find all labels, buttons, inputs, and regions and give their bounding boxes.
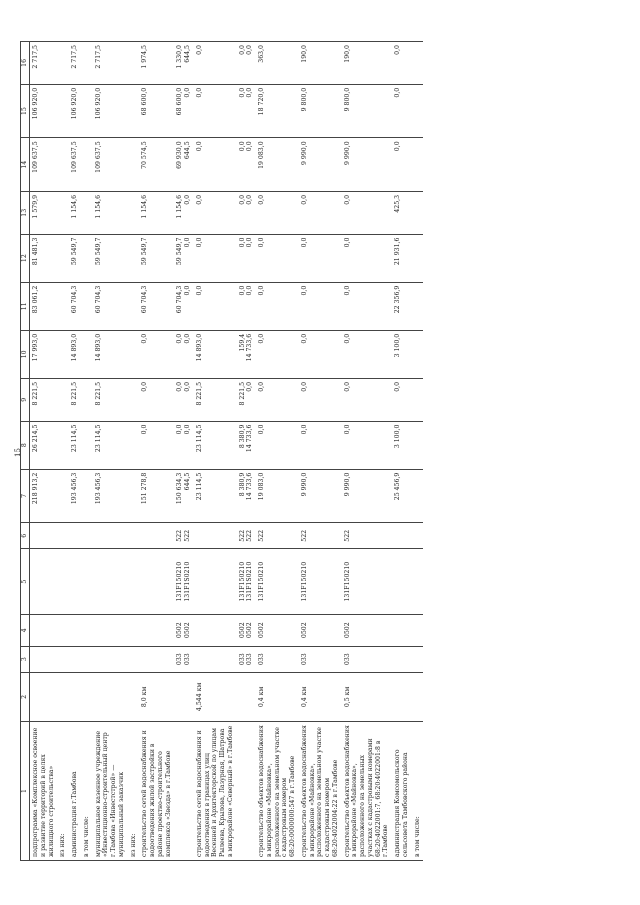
cell-c9: 0,0 0,0 (174, 378, 194, 421)
cell-c15: 68 600,0 (139, 84, 174, 138)
cell-c11: 0,0 0,0 (237, 282, 257, 330)
cell-c11: 0,0 (342, 282, 393, 330)
cell-c1: строительство объектов водоснабжения в микрорайоне «Майновка», расположенного на земельном участке с кадастровым номером 68:20:4022004:22 в г.Тамбове (299, 722, 342, 861)
cell-c10: 14 893,0 (93, 330, 128, 378)
cell-c3 (392, 646, 412, 672)
cell-c6: 522 (256, 523, 299, 549)
cell-c15: 9 800,0 (342, 84, 393, 138)
column-header-2: 2 (21, 672, 30, 721)
cell-c2 (174, 672, 194, 721)
cell-c2: 0,5 км (342, 672, 393, 721)
cell-c12: 21 931,6 (392, 234, 412, 282)
cell-c1: в том числе: (81, 722, 93, 861)
table-row (299, 42, 342, 861)
cell-c1: муниципальное казенное учреждение «Инвестиционно-строительный центр г.Тамбова «Инвестстрой» — муниципальный заказчик (93, 722, 128, 861)
cell-c15: 106 920,0 (30, 84, 58, 138)
cell-c11: 60 704,3 (69, 282, 81, 330)
column-header-10: 10 (21, 330, 30, 378)
cell-c3 (128, 646, 140, 672)
cell-c9: 8 221,5 0,0 (237, 378, 257, 421)
page-number: 15 (14, 448, 22, 457)
cell-c6: 522 (342, 523, 393, 549)
cell-c16 (128, 42, 140, 85)
cell-c10: 14 893,0 (194, 330, 237, 378)
cell-c14: 109 637,5 (93, 138, 128, 192)
cell-c7: 193 456,3 (69, 469, 81, 523)
cell-c5: 131F150210 (299, 549, 342, 614)
cell-c13: 0,0 (194, 191, 237, 234)
cell-c2 (81, 672, 93, 721)
cell-c6: 522 522 (174, 523, 194, 549)
cell-c15: 106 920,0 (69, 84, 81, 138)
cell-c10 (57, 330, 69, 378)
cell-c16: 1 330,0 644,5 (174, 42, 194, 85)
cell-c10: 0,0 (139, 330, 174, 378)
cell-c12: 59 549,7 (93, 234, 128, 282)
column-header-7: 7 (21, 469, 30, 523)
table-row (174, 42, 194, 861)
cell-c14: 0,0 0,0 (237, 138, 257, 192)
cell-c1: подпрограмма «Комплексное освоение и развитие территорий в целях жилищного строительства» (30, 722, 58, 861)
column-header-14: 14 (21, 138, 30, 192)
cell-c11 (81, 282, 93, 330)
cell-c4: 0502 0502 (237, 614, 257, 646)
cell-c7 (57, 469, 69, 523)
table-row (69, 42, 81, 861)
cell-c7: 25 456,9 (392, 469, 412, 523)
cell-c3 (30, 646, 58, 672)
cell-c2 (57, 672, 69, 721)
cell-c13: 0,0 0,0 (237, 191, 257, 234)
cell-c10 (412, 330, 424, 378)
cell-c13: 1 154,6 (139, 191, 174, 234)
cell-c8: 3 100,0 (392, 421, 412, 469)
cell-c16: 2 717,5 (69, 42, 81, 85)
cell-c1: администрация г.Тамбова (69, 722, 81, 861)
cell-c4 (30, 614, 58, 646)
cell-c2 (30, 672, 58, 721)
cell-c15: 9 800,0 (299, 84, 342, 138)
cell-c11: 60 704,3 0,0 (174, 282, 194, 330)
cell-c8 (412, 421, 424, 469)
cell-c15 (81, 84, 93, 138)
cell-c10: 0,0 0,0 (174, 330, 194, 378)
cell-c16: 2 717,5 (30, 42, 58, 85)
cell-c16: 190,0 (299, 42, 342, 85)
cell-c16 (81, 42, 93, 85)
cell-c4 (93, 614, 128, 646)
cell-c3 (69, 646, 81, 672)
cell-c10 (128, 330, 140, 378)
cell-c7: 193 456,3 (93, 469, 128, 523)
cell-c10: 0,0 (299, 330, 342, 378)
cell-c16: 190,0 (342, 42, 393, 85)
cell-c6 (139, 523, 174, 549)
cell-c2: 4,544 км (194, 672, 237, 721)
cell-c1: строительство объектов водоснабжения в микрорайоне «Майновка», расположенного на земельном участке с кадастровым номером 68:20:0000000:547 в г.Тамбове (256, 722, 299, 861)
cell-c16: 1 974,5 (139, 42, 174, 85)
cell-c13: 0,0 (342, 191, 393, 234)
cell-c13: 0,0 (256, 191, 299, 234)
cell-c10: 159,4 14 733,6 (237, 330, 257, 378)
cell-c16: 2 717,5 (93, 42, 128, 85)
cell-c9: 8 221,5 (194, 378, 237, 421)
cell-c12: 0,0 0,0 (237, 234, 257, 282)
cell-c5: 131F150210 131F1S0210 (174, 549, 194, 614)
cell-c1 (237, 722, 257, 861)
cell-c13: 1 154,6 (69, 191, 81, 234)
cell-c6 (412, 523, 424, 549)
cell-c11: 60 704,3 (93, 282, 128, 330)
cell-c5: 131F150210 (256, 549, 299, 614)
cell-c6: 522 (299, 523, 342, 549)
cell-c14: 0,0 (392, 138, 412, 192)
cell-c9: 8 221,5 (30, 378, 58, 421)
cell-c10: 14 893,0 (69, 330, 81, 378)
cell-c13 (81, 191, 93, 234)
cell-c5: 131F150210 (342, 549, 393, 614)
column-header-16: 16 (21, 42, 30, 85)
cell-c14 (81, 138, 93, 192)
cell-c11: 83 061,2 (30, 282, 58, 330)
cell-c8 (128, 421, 140, 469)
cell-c9 (128, 378, 140, 421)
table-row (412, 42, 424, 861)
cell-c2 (69, 672, 81, 721)
cell-c16 (57, 42, 69, 85)
cell-c14 (412, 138, 424, 192)
cell-c3 (412, 646, 424, 672)
cell-c9: 0,0 (139, 378, 174, 421)
cell-c5 (139, 549, 174, 614)
table-row (81, 42, 93, 861)
cell-c12: 81 481,3 (30, 234, 58, 282)
cell-c1: строительство объектов водоснабжения в микрорайоне «Майновка», расположенного на земельных участках с кадастровыми номерами 68:20:4022001:7, 68:20:4022001:8 в г.Тамбове (342, 722, 393, 861)
cell-c11: 0,0 (299, 282, 342, 330)
cell-c12: 0,0 (299, 234, 342, 282)
cell-c15 (412, 84, 424, 138)
table-header (21, 42, 30, 861)
cell-c4 (57, 614, 69, 646)
cell-c14 (128, 138, 140, 192)
cell-c3 (194, 646, 237, 672)
cell-c4 (69, 614, 81, 646)
cell-c7: 8 380,9 14 733,6 (237, 469, 257, 523)
cell-c1: администрация Комсомольского сельсовета Тамбовского района (392, 722, 412, 861)
table-row (93, 42, 128, 861)
cell-c11: 0,0 (194, 282, 237, 330)
cell-c3 (81, 646, 93, 672)
cell-c10: 3 100,0 (392, 330, 412, 378)
cell-c9 (81, 378, 93, 421)
table-row (30, 42, 58, 861)
cell-c1 (174, 722, 194, 861)
cell-c12: 59 549,7 (69, 234, 81, 282)
table-body (30, 42, 424, 861)
cell-c3: 033 033 (237, 646, 257, 672)
cell-c6 (128, 523, 140, 549)
cell-c6 (57, 523, 69, 549)
cell-c7 (412, 469, 424, 523)
table-row (139, 42, 174, 861)
cell-c6 (69, 523, 81, 549)
cell-c12 (412, 234, 424, 282)
cell-c6: 522 522 (237, 523, 257, 549)
cell-c3 (139, 646, 174, 672)
cell-c2 (412, 672, 424, 721)
cell-c7: 23 114,5 (194, 469, 237, 523)
column-header-3: 3 (21, 646, 30, 672)
cell-c9 (412, 378, 424, 421)
cell-c13: 425,3 (392, 191, 412, 234)
cell-c11: 0,0 (256, 282, 299, 330)
cell-c2 (392, 672, 412, 721)
cell-c15: 18 720,0 (256, 84, 299, 138)
cell-c14: 109 637,5 (69, 138, 81, 192)
cell-c5 (30, 549, 58, 614)
cell-c12: 59 549,7 (139, 234, 174, 282)
cell-c9: 0,0 (342, 378, 393, 421)
cell-c10: 17 993,0 (30, 330, 58, 378)
cell-c9: 8 221,5 (93, 378, 128, 421)
cell-c9: 0,0 (392, 378, 412, 421)
cell-c11 (128, 282, 140, 330)
cell-c5 (128, 549, 140, 614)
cell-c8: 0,0 (299, 421, 342, 469)
cell-c7: 151 278,8 (139, 469, 174, 523)
cell-c14: 69 930,0 644,5 (174, 138, 194, 192)
cell-c2 (237, 672, 257, 721)
cell-c7: 218 913,2 (30, 469, 58, 523)
table-row (342, 42, 393, 861)
cell-c4 (412, 614, 424, 646)
cell-c8: 0,0 0,0 (174, 421, 194, 469)
cell-c8: 0,0 (139, 421, 174, 469)
cell-c12: 0,0 (256, 234, 299, 282)
cell-c8: 8 380,9 14 733,6 (237, 421, 257, 469)
cell-c7 (81, 469, 93, 523)
cell-c5 (57, 549, 69, 614)
cell-c7: 9 990,0 (342, 469, 393, 523)
cell-c16: 0,0 (392, 42, 412, 85)
cell-c1: из них: (128, 722, 140, 861)
cell-c13 (57, 191, 69, 234)
cell-c3: 033 (342, 646, 393, 672)
cell-c15: 106 920,0 (93, 84, 128, 138)
cell-c12 (81, 234, 93, 282)
table-row (392, 42, 412, 861)
cell-c6 (30, 523, 58, 549)
cell-c16: 363,0 (256, 42, 299, 85)
cell-c5 (194, 549, 237, 614)
cell-c14: 9 990,0 (299, 138, 342, 192)
cell-c16: 0,0 (194, 42, 237, 85)
cell-c9: 8 221,5 (69, 378, 81, 421)
cell-c7: 19 083,0 (256, 469, 299, 523)
cell-c6 (194, 523, 237, 549)
cell-c8: 0,0 (342, 421, 393, 469)
cell-c8: 23 114,5 (93, 421, 128, 469)
cell-c4: 0502 (342, 614, 393, 646)
cell-c3 (93, 646, 128, 672)
cell-c15: 0,0 (392, 84, 412, 138)
cell-c14: 9 990,0 (342, 138, 393, 192)
cell-c3: 033 (299, 646, 342, 672)
cell-c1: из них: (57, 722, 69, 861)
table-row (128, 42, 140, 861)
cell-c6 (93, 523, 128, 549)
column-header-9: 9 (21, 378, 30, 421)
cell-c2 (93, 672, 128, 721)
cell-c4 (392, 614, 412, 646)
cell-c12: 59 549,7 0,0 (174, 234, 194, 282)
cell-c14: 19 083,0 (256, 138, 299, 192)
cell-c2: 0,4 км (299, 672, 342, 721)
cell-c4 (139, 614, 174, 646)
cell-c10: 0,0 (342, 330, 393, 378)
cell-c8: 26 214,5 (30, 421, 58, 469)
cell-c9: 0,0 (256, 378, 299, 421)
cell-c12: 0,0 (194, 234, 237, 282)
cell-c9 (57, 378, 69, 421)
cell-c5 (392, 549, 412, 614)
cell-c13: 0,0 (299, 191, 342, 234)
cell-c8: 0,0 (256, 421, 299, 469)
cell-c14 (57, 138, 69, 192)
cell-c12 (128, 234, 140, 282)
cell-c8 (57, 421, 69, 469)
column-header-15: 15 (21, 84, 30, 138)
cell-c4 (81, 614, 93, 646)
cell-c11: 22 356,9 (392, 282, 412, 330)
column-header-1: 1 (21, 722, 30, 861)
cell-c11: 60 704,3 (139, 282, 174, 330)
cell-c14: 109 637,5 (30, 138, 58, 192)
budget-table (20, 41, 423, 861)
cell-c3: 033 (256, 646, 299, 672)
cell-c6 (392, 523, 412, 549)
cell-c5 (69, 549, 81, 614)
column-header-12: 12 (21, 234, 30, 282)
cell-c12 (57, 234, 69, 282)
cell-c4 (128, 614, 140, 646)
cell-c14: 70 574,5 (139, 138, 174, 192)
cell-c4: 0502 (256, 614, 299, 646)
cell-c2 (128, 672, 140, 721)
cell-c13: 1 579,9 (30, 191, 58, 234)
cell-c14: 0,0 (194, 138, 237, 192)
cell-c5 (81, 549, 93, 614)
cell-c8 (81, 421, 93, 469)
column-header-11: 11 (21, 282, 30, 330)
cell-c4: 0502 (299, 614, 342, 646)
cell-c5 (412, 549, 424, 614)
cell-c7 (128, 469, 140, 523)
cell-c3: 033 033 (174, 646, 194, 672)
column-header-13: 13 (21, 191, 30, 234)
cell-c10 (81, 330, 93, 378)
cell-c15: 0,0 0,0 (237, 84, 257, 138)
cell-c11 (412, 282, 424, 330)
cell-c15: 0,0 (194, 84, 237, 138)
cell-c15 (128, 84, 140, 138)
cell-c1: в том числе: (412, 722, 424, 861)
cell-c15: 68 600,0 0,0 (174, 84, 194, 138)
table-row (256, 42, 299, 861)
cell-c1: строительство сетей водоснабжения и водоотведения жилой застройки в районе проектно-строительного комплекса «Звезда» в г.Тамбове (139, 722, 174, 861)
table-row (57, 42, 69, 861)
cell-c13: 1 154,6 (93, 191, 128, 234)
table-row (194, 42, 237, 861)
column-header-6: 6 (21, 523, 30, 549)
cell-c5: 131F150210 131F1S0210 (237, 549, 257, 614)
cell-c12: 0,0 (342, 234, 393, 282)
cell-c1: строительство сетей водоснабжения и водоотведения в границах улиц Весенней и Архитекторской по улицам Рылеева, Крылова, Лазурная, Шатрова в микрорайоне «Северный» в г.Тамбове (194, 722, 237, 861)
cell-c11 (57, 282, 69, 330)
cell-c13 (412, 191, 424, 234)
cell-c4 (194, 614, 237, 646)
column-header-5: 5 (21, 549, 30, 614)
cell-c7: 9 990,0 (299, 469, 342, 523)
cell-c3 (57, 646, 69, 672)
cell-c4: 0502 0502 (174, 614, 194, 646)
cell-c16: 0,0 0,0 (237, 42, 257, 85)
column-header-4: 4 (21, 614, 30, 646)
column-header-8: 8 (21, 421, 30, 469)
table-row (237, 42, 257, 861)
cell-c13 (128, 191, 140, 234)
cell-c10: 0,0 (256, 330, 299, 378)
cell-c6 (81, 523, 93, 549)
cell-c15 (57, 84, 69, 138)
cell-c8: 23 114,5 (69, 421, 81, 469)
cell-c7: 150 634,3 644,5 (174, 469, 194, 523)
cell-c13: 1 154,6 0,0 (174, 191, 194, 234)
cell-c2: 0,4 км (256, 672, 299, 721)
cell-c8: 23 114,5 (194, 421, 237, 469)
cell-c5 (93, 549, 128, 614)
cell-c16 (412, 42, 424, 85)
cell-c2: 8,0 км (139, 672, 174, 721)
cell-c9: 0,0 (299, 378, 342, 421)
